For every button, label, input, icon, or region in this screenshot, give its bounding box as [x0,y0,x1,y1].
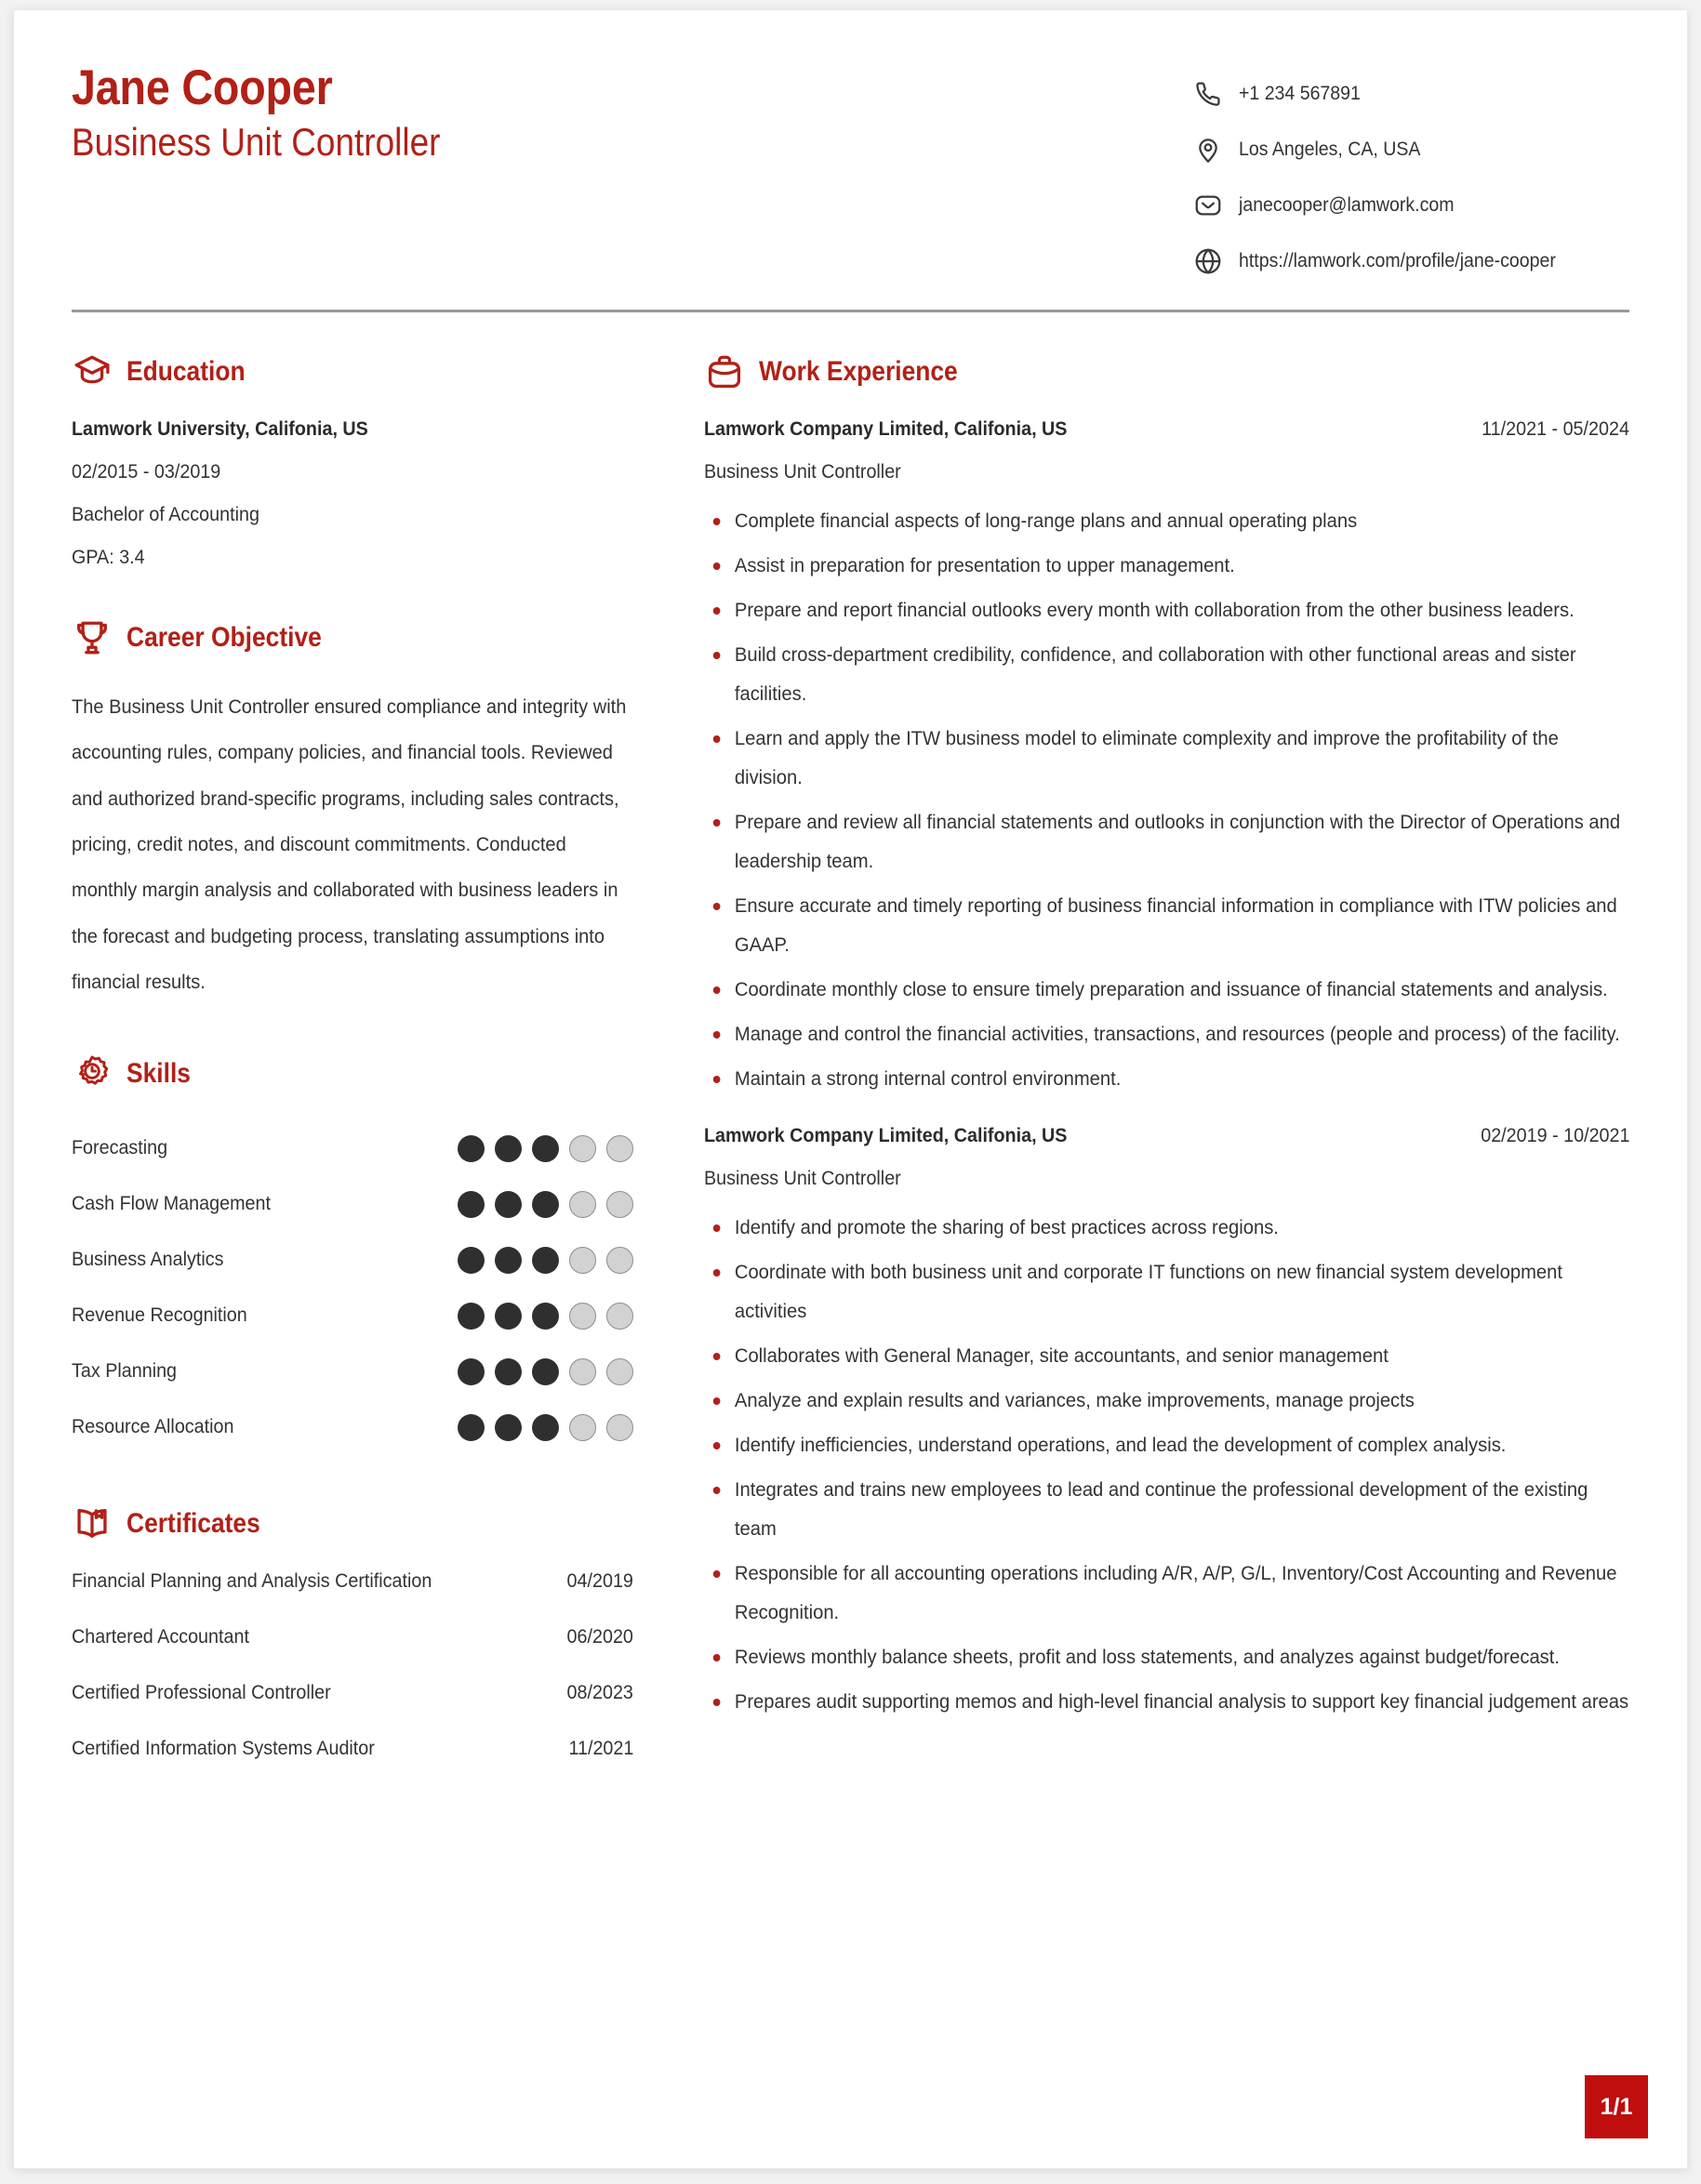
contact-value-phone: +1 234 567891 [1239,83,1361,104]
rating-dot-filled [458,1191,485,1218]
skill-label: Forecasting [72,1137,168,1159]
rating-dot-empty [606,1135,633,1162]
rating-dot-filled [495,1135,522,1162]
contact-row-phone[interactable] [1192,66,1629,122]
rating-dot-filled [495,1303,522,1330]
skill-rating [458,1191,633,1218]
skill-row [72,1288,633,1343]
education-school: Lamwork University, Califonia, US [72,418,368,440]
work-bullet: Identify and promote the sharing of best practices across regions. [708,1209,1629,1248]
certificate-date: 06/2020 [566,1626,633,1648]
section-header-certificates [72,1503,633,1544]
rating-dot-filled [458,1358,485,1385]
certificate-name: Certified Information Systems Auditor [72,1738,375,1760]
certificate-name: Certified Professional Controller [72,1682,331,1704]
certificate-date: 04/2019 [566,1570,633,1593]
certificate-row [72,1682,633,1738]
work-bullet: Reviews monthly balance sheets, profit and loss statements, and analyzes against budget/forecast. [708,1638,1629,1677]
rating-dot-empty [569,1191,596,1218]
work-bullet-list [708,1209,1629,1722]
rating-dot-filled [495,1191,522,1218]
page-indicator-badge: 1/1 [1585,2075,1648,2138]
skill-label: Tax Planning [72,1360,178,1383]
rating-dot-filled [532,1191,559,1218]
rating-dot-filled [495,1358,522,1385]
skill-row [72,1232,633,1288]
skill-row [72,1343,633,1399]
contact-row-website[interactable] [1192,233,1629,289]
rating-dot-filled [532,1358,559,1385]
rating-dot-empty [569,1247,596,1274]
rating-dot-empty [606,1358,633,1385]
work-bullet: Ensure accurate and timely reporting of business financial information in compliance with ITW policies and GAAP. [708,887,1629,965]
rating-dot-filled [532,1414,559,1441]
certificate-date: 11/2021 [568,1738,633,1760]
rating-dot-filled [458,1303,485,1330]
work-bullet: Coordinate with both business unit and corporate IT functions on new financial system development activities [708,1253,1629,1331]
contact-row-location[interactable] [1192,122,1629,178]
graduation-cap-icon [72,351,113,392]
certificate-row [72,1570,633,1626]
skill-label: Revenue Recognition [72,1304,247,1327]
career-objective-text: The Business Unit Controller ensured compliance and integrity with accounting rules, company policies, and financial tools. Reviewed and authorized brand-specific programs, including sales contracts, pricing, credit notes, and discount commitments. Conducted monthly margin analysis and collaborated with business leaders in the forecast and budgeting process, translating assumptions into financial results. [72,696,627,994]
rating-dot-empty [569,1135,596,1162]
location-icon [1192,134,1224,165]
rating-dot-filled [458,1135,485,1162]
section-title-education: Education [126,356,246,387]
work-entry [704,418,1629,1099]
rating-dot-filled [458,1414,485,1441]
skill-row [72,1176,633,1232]
skill-label: Cash Flow Management [72,1193,271,1215]
contact-list [1192,55,1629,289]
work-bullet: Build cross-department credibility, confidence, and collaboration with other functional areas and sister facilities. [708,636,1629,714]
work-entry [704,1125,1629,1722]
contact-value-location: Los Angeles, CA, USA [1239,139,1421,160]
section-title-certificates: Certificates [126,1508,260,1540]
section-title-work-experience: Work Experience [759,356,958,387]
right-column [659,312,1629,1729]
education-gpa: GPA: 3.4 [72,547,145,568]
resume-page [13,9,1688,2169]
certificate-name: Chartered Accountant [72,1626,249,1648]
work-company: Lamwork Company Limited, Califonia, US [704,418,1068,440]
resume-header [72,55,1629,302]
trophy-icon [72,617,113,658]
rating-dot-filled [532,1247,559,1274]
work-bullet-list [708,502,1629,1099]
contact-value-email: janecooper@lamwork.com [1239,194,1455,216]
rating-dot-empty [606,1247,633,1274]
rating-dot-empty [606,1303,633,1330]
rating-dot-empty [606,1191,633,1218]
education-dates: 02/2015 - 03/2019 [72,461,221,483]
rating-dot-empty [569,1303,596,1330]
section-title-career-objective: Career Objective [126,622,322,653]
work-role: Business Unit Controller [704,461,901,483]
open-book-icon [72,1503,113,1544]
rating-dot-empty [606,1414,633,1441]
work-bullet: Assist in preparation for presentation to upper management. [708,547,1629,586]
work-bullet: Maintain a strong internal control environment. [708,1060,1629,1099]
education-degree: Bachelor of Accounting [72,504,259,525]
section-certificates [72,1503,633,1794]
contact-value-website: https://lamwork.com/profile/jane-cooper [1239,250,1556,271]
work-company: Lamwork Company Limited, Califonia, US [704,1125,1068,1146]
work-bullet: Learn and apply the ITW business model to eliminate complexity and improve the profitability of the division. [708,720,1629,798]
rating-dot-filled [532,1135,559,1162]
rating-dot-empty [569,1358,596,1385]
work-bullet: Coordinate monthly close to ensure timely preparation and issuance of financial statements and analysis. [708,971,1629,1010]
skill-rating [458,1247,633,1274]
work-bullet: Identify inefficiencies, understand operations, and lead the development of complex analysis. [708,1426,1629,1465]
rating-dot-filled [495,1414,522,1441]
globe-icon [1192,245,1224,277]
section-header-skills [72,1053,633,1094]
section-title-skills: Skills [126,1058,191,1090]
email-icon [1192,190,1224,221]
work-bullet: Prepare and review all financial statements and outlooks in conjunction with the Director of Operations and leadership team. [708,803,1629,881]
gear-clock-icon [72,1053,113,1094]
skill-label: Business Analytics [72,1249,224,1271]
phone-icon [1192,78,1224,110]
rating-dot-empty [569,1414,596,1441]
work-role: Business Unit Controller [704,1168,901,1189]
section-skills [72,1053,633,1455]
certificate-row [72,1738,633,1794]
skill-label: Resource Allocation [72,1416,234,1438]
work-bullet: Collaborates with General Manager, site accountants, and senior management [708,1337,1629,1376]
skill-rating [458,1135,633,1162]
work-dates: 11/2021 - 05/2024 [1482,418,1629,440]
work-bullet: Prepares audit supporting memos and high-level financial analysis to support key financial judgement areas [708,1683,1629,1722]
section-header-work-experience [704,351,1629,392]
work-bullet: Complete financial aspects of long-range plans and annual operating plans [708,502,1629,541]
certificate-name: Financial Planning and Analysis Certification [72,1570,432,1593]
skill-rating [458,1414,633,1441]
rating-dot-filled [532,1303,559,1330]
work-bullet: Integrates and trains new employees to lead and continue the professional development of the existing team [708,1471,1629,1549]
work-bullet: Analyze and explain results and variances, make improvements, manage projects [708,1382,1629,1421]
skill-row [72,1399,633,1455]
candidate-headline: Business Unit Controller [72,120,441,165]
identity-block [72,55,491,166]
work-dates: 02/2019 - 10/2021 [1480,1125,1629,1146]
resume-body [72,312,1629,1842]
skill-rating [458,1358,633,1385]
work-entry-header [704,1125,1629,1147]
section-header-education [72,351,633,392]
section-header-career-objective [72,617,633,658]
work-bullet: Manage and control the financial activities, transactions, and resources (people and process) of the facility. [708,1015,1629,1054]
left-column [72,312,659,1842]
rating-dot-filled [458,1247,485,1274]
candidate-name: Jane Cooper [72,60,333,115]
section-education [72,351,633,569]
section-career-objective [72,617,633,1005]
work-entry-header [704,418,1629,441]
work-bullet: Prepare and report financial outlooks every month with collaboration from the other business leaders. [708,591,1629,630]
skill-row [72,1120,633,1176]
certificate-date: 08/2023 [566,1682,633,1704]
skill-rating [458,1303,633,1330]
work-bullet: Responsible for all accounting operations including A/R, A/P, G/L, Inventory/Cost Accounting and Revenue Recognition. [708,1555,1629,1633]
rating-dot-filled [495,1247,522,1274]
briefcase-icon [704,351,745,392]
contact-row-email[interactable] [1192,178,1629,233]
certificate-row [72,1626,633,1682]
